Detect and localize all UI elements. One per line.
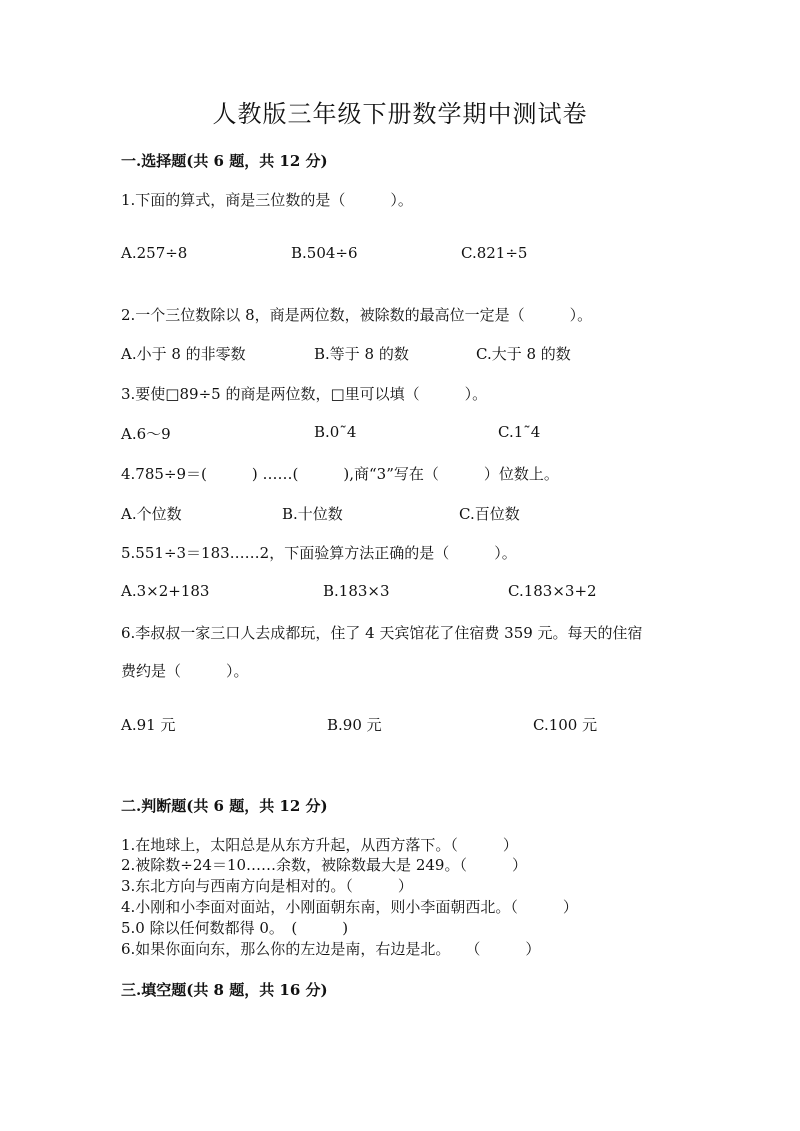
judge-item-3: 3.东北方向与西南方向是相对的。（ ） bbox=[121, 877, 413, 895]
question-2: 2.一个三位数除以 8，商是两位数，被除数的最高位一定是（ ）。 bbox=[121, 306, 593, 324]
section-heading-choice: 一.选择题(共 6 题，共 12 分) bbox=[121, 152, 328, 170]
page-title: 人教版三年级下册数学期中测试卷 bbox=[212, 100, 588, 128]
question-4: 4.785÷9＝( ) ……( ),商“3”写在（ ）位数上。 bbox=[121, 465, 559, 483]
question-6-line1: 6.李叔叔一家三口人去成都玩，住了 4 天宾馆花了住宿费 359 元。每天的住宿 bbox=[121, 624, 643, 642]
option-2a: A.小于 8 的非零数 bbox=[121, 345, 246, 363]
option-3b: B.0˜4 bbox=[314, 423, 357, 441]
option-3a: A.6～9 bbox=[121, 425, 171, 443]
option-4c: C.百位数 bbox=[459, 505, 520, 523]
option-1b: B.504÷6 bbox=[291, 244, 358, 262]
option-2c: C.大于 8 的数 bbox=[476, 345, 571, 363]
option-4a: A.个位数 bbox=[121, 505, 182, 523]
option-6b: B.90 元 bbox=[327, 716, 382, 734]
option-5a: A.3×2+183 bbox=[121, 582, 210, 600]
judge-item-5: 5.0 除以任何数都得 0。 ( ) bbox=[121, 919, 349, 937]
option-1c: C.821÷5 bbox=[461, 244, 528, 262]
option-2b: B.等于 8 的数 bbox=[314, 345, 409, 363]
option-5b: B.183×3 bbox=[323, 582, 390, 600]
option-4b: B.十位数 bbox=[282, 505, 343, 523]
section-heading-fill: 三.填空题(共 8 题，共 16 分) bbox=[121, 981, 328, 999]
option-3c: C.1˜4 bbox=[498, 423, 541, 441]
question-3: 3.要使□89÷5 的商是两位数，□里可以填（ ）。 bbox=[121, 385, 488, 403]
judge-item-4: 4.小刚和小李面对面站，小刚面朝东南，则小李面朝西北。（ ） bbox=[121, 898, 578, 916]
option-6c: C.100 元 bbox=[533, 716, 598, 734]
judge-item-6: 6.如果你面向东，那么你的左边是南，右边是北。 （ ） bbox=[121, 940, 541, 958]
question-6-line2: 费约是（ ）。 bbox=[121, 662, 249, 680]
option-6a: A.91 元 bbox=[121, 716, 176, 734]
question-1: 1.下面的算式，商是三位数的是（ ）。 bbox=[121, 191, 413, 209]
section-heading-judge: 二.判断题(共 6 题，共 12 分) bbox=[121, 797, 328, 815]
question-5: 5.551÷3＝183……2，下面验算方法正确的是（ ）。 bbox=[121, 544, 517, 562]
option-5c: C.183×3+2 bbox=[508, 582, 597, 600]
option-1a: A.257÷8 bbox=[121, 244, 188, 262]
judge-item-2: 2.被除数÷24＝10……余数，被除数最大是 249。（ ） bbox=[121, 856, 527, 874]
judge-item-1: 1.在地球上，太阳总是从东方升起，从西方落下。（ ） bbox=[121, 836, 518, 854]
